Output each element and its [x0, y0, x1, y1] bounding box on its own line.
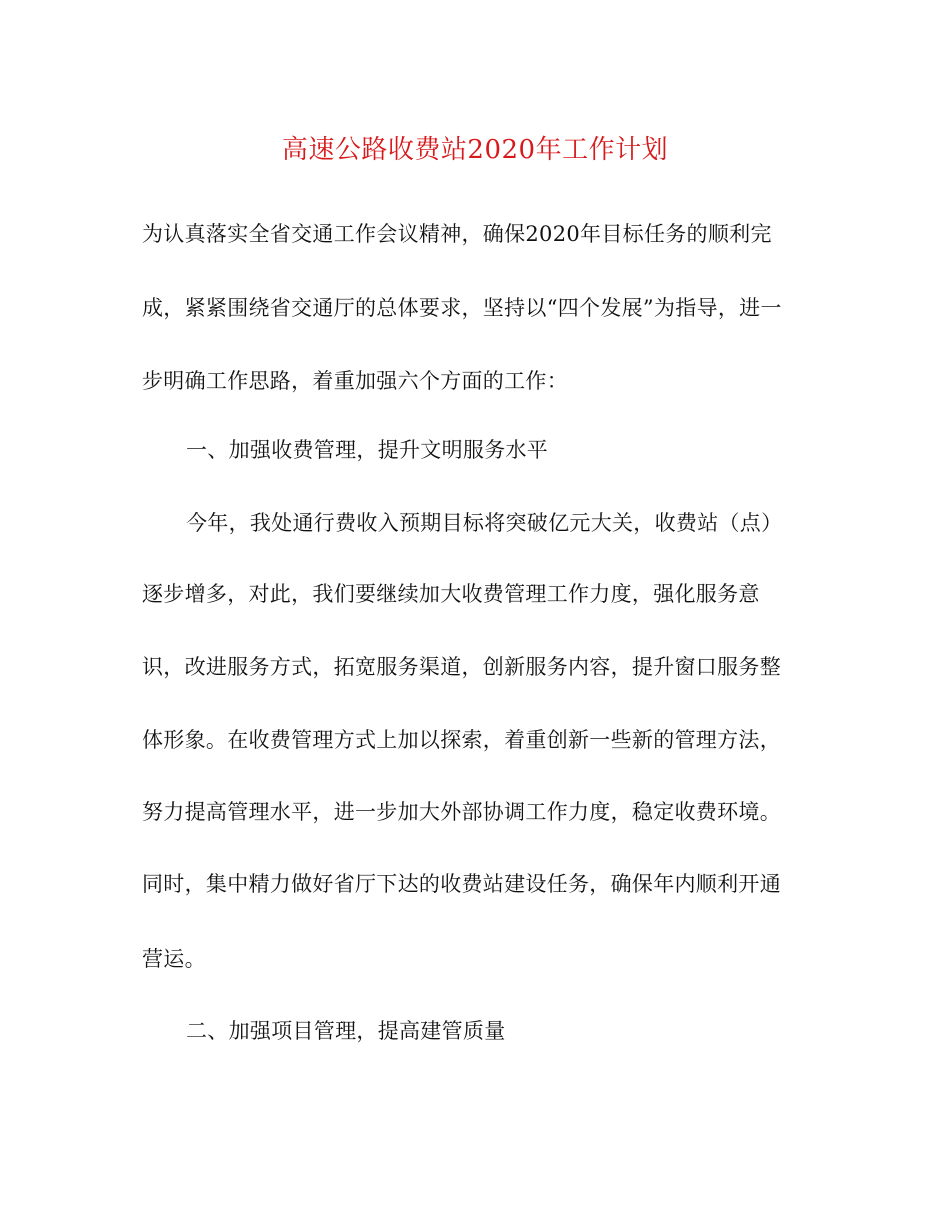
paragraph-line: 体形象。在收费管理方式上加以探索，着重创新一些新的管理方法， [142, 728, 781, 752]
paragraph-line: 为认真落实全省交通工作会议精神，确保2020年目标任务的顺利完 [142, 222, 772, 246]
section-heading: 一、加强收费管理，提升文明服务水平 [186, 438, 549, 462]
paragraph-line: 同时，集中精力做好省厅下达的收费站建设任务，确保年内顺利开通 [142, 872, 781, 896]
paragraph-line: 营运。 [142, 947, 206, 971]
section-heading: 二、加强项目管理，提高建管质量 [186, 1019, 506, 1043]
paragraph-line: 成，紧紧围绕省交通厅的总体要求，坚持以“四个发展”为指导，进一 [142, 296, 782, 320]
paragraph-line: 今年，我处通行费收入预期目标将突破亿元大关，收费站（点） [186, 511, 783, 535]
paragraph-line: 努力提高管理水平，进一步加大外部协调工作力度，稳定收费环境。 [142, 800, 781, 824]
paragraph-line: 逐步增多，对此，我们要继续加大收费管理工作力度，强化服务意 [142, 582, 760, 606]
paragraph-line: 步明确工作思路，着重加强六个方面的工作： [142, 369, 568, 393]
paragraph-line: 识，改进服务方式，拓宽服务渠道，创新服务内容，提升窗口服务整 [142, 655, 781, 679]
document-title: 高速公路收费站2020年工作计划 [281, 135, 669, 165]
